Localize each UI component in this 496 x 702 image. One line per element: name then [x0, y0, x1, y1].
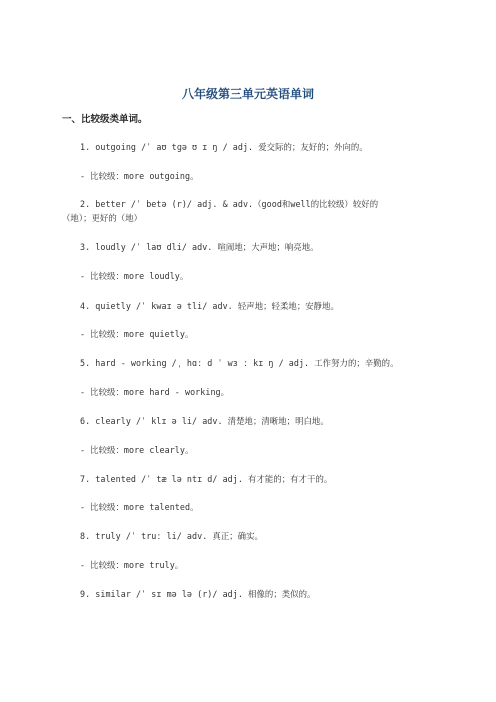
- entry-line: 3. loudly /ˈ laʊ dli/ adv. 喧闹地；大声地；响亮地。: [80, 242, 319, 252]
- page-title: 八年级第三单元英语单词: [181, 87, 314, 101]
- entry-line: - 比较级：more truly。: [80, 560, 184, 570]
- entry-line: （地）；更好的（地）: [62, 213, 143, 223]
- entry-line: 4. quietly /ˈ kwaɪ ə tli/ adv. 轻声地；轻柔地；安静地。: [80, 301, 339, 311]
- entry-line: 8. truly /ˈ truː li/ adv. 真正；确实。: [80, 531, 263, 541]
- entry-line: - 比较级：more loudly。: [80, 271, 189, 281]
- entry-line: 7. talented /ˈ tæ lə ntɪ d/ adj. 有才能的；有才干的。: [80, 474, 333, 484]
- entry-line: - 比较级：more quietly。: [80, 329, 194, 339]
- entry-line: 5. hard - working /ˌ hɑː d ˈ wɜ ː kɪ ŋ / adj. 工作努力的；辛勤的。: [80, 358, 399, 368]
- entry-line: - 比较级：more hard - working。: [80, 387, 230, 397]
- entry-line: 6. clearly /ˈ klɪ ə li/ adv. 清楚地；清晰地；明白地。: [80, 416, 329, 426]
- entry-line: - 比较级：more talented。: [80, 502, 199, 512]
- entry-line: - 比较级：more outgoing。: [80, 171, 199, 181]
- entry-line: 1. outgoing /ˈ aʊ tɡə ʊ ɪ ŋ / adj. 爱交际的；友好的；外向的。: [80, 142, 368, 152]
- entry-line: 9. similar /ˈ sɪ mə lə (r)/ adj. 相像的；类似的。: [80, 589, 316, 599]
- entry-line: 2. better /ˈ betə (r)/ adj. & adv.（good和well的比较级）较好的: [80, 199, 379, 209]
- section-heading: 一、比较级类单词。: [62, 114, 148, 125]
- entry-line: - 比较级：more clearly。: [80, 445, 194, 455]
